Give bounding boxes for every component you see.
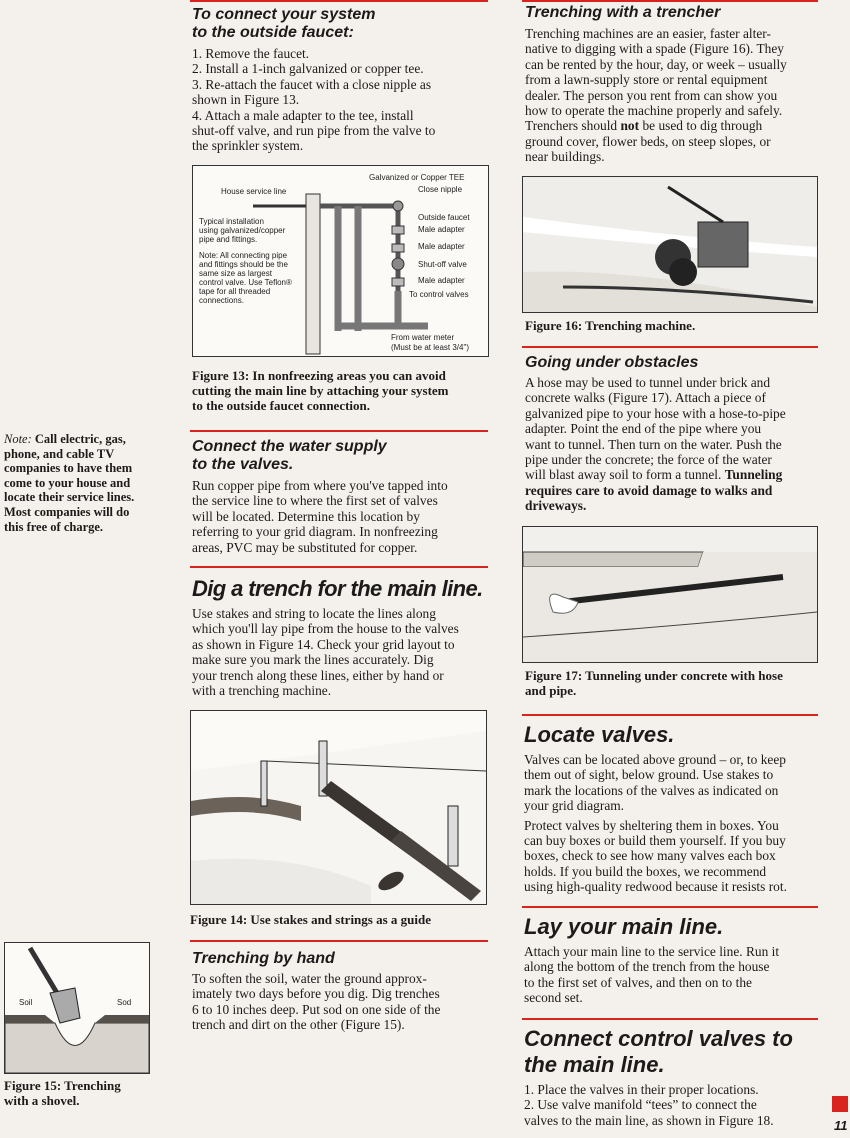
body-line: with a trenching machine.	[192, 683, 332, 699]
figure-14-caption: Figure 14: Use stakes and strings as a guide	[190, 912, 432, 927]
label-water-meter: From water meter	[391, 333, 455, 342]
caption-line: Figure 17: Tunneling under concrete with hose	[525, 668, 783, 683]
caption-line: cutting the main line by attaching your system	[192, 383, 449, 398]
paragraph	[524, 818, 829, 895]
rule-top-col1	[190, 0, 488, 2]
margin-note	[4, 432, 154, 534]
label-sod: Sod	[117, 998, 132, 1007]
note-line: Most companies will do	[4, 504, 130, 519]
body-line: concrete walks (Figure 17). Attach a piece of	[525, 390, 766, 406]
body-line-bold: driveways.	[525, 498, 587, 514]
note-line: companies to have them	[4, 461, 133, 476]
note-line: Call electric, gas,	[34, 432, 126, 446]
label-male-adapter: Male adapter	[418, 242, 465, 251]
note-line: this free of charge.	[4, 519, 104, 534]
body-line: mark the locations of the valves as indicated on	[524, 782, 779, 798]
figure-13-caption	[192, 368, 492, 413]
section-title: Trenching with a trencher	[525, 4, 721, 21]
step-line: the sprinkler system.	[192, 138, 304, 154]
section-title	[524, 1026, 829, 1078]
caption-line: Figure 15: Trenching	[4, 1078, 121, 1093]
step-line: shown in Figure 13.	[192, 92, 300, 108]
section-body	[524, 944, 829, 1006]
body-line: using high-quality redwood because it resists rot.	[524, 879, 787, 895]
body-line: boxes, check to see how many valves each box	[524, 848, 776, 864]
label-typical: pipe and fittings.	[199, 235, 258, 244]
body-line: as shown in Figure 14. Check your grid layout to	[192, 636, 455, 652]
rule-col1	[190, 940, 488, 942]
body-line: along the bottom of the trench from the house	[524, 959, 770, 975]
label-note: connections.	[199, 296, 244, 305]
label-water-meter: (Must be at least 3/4")	[391, 343, 469, 352]
body-line: areas, PVC may be substituted for copper.	[192, 539, 418, 555]
title-line-2: to the valves.	[192, 456, 294, 473]
body-line: A hose may be used to tunnel under brick and	[525, 375, 771, 390]
body-line: make sure you mark the lines accurately. Dig	[192, 652, 434, 668]
section-title: Locate valves.	[524, 722, 675, 747]
label-house-line: House service line	[221, 187, 287, 196]
body-line: ground cover, flower beds, on steep slopes, or	[525, 133, 771, 149]
section-title	[192, 6, 492, 42]
red-page-tab	[832, 1096, 848, 1112]
label-typical: Typical installation	[199, 217, 264, 226]
label-note: Note: All connecting pipe	[199, 251, 288, 260]
title-line-1: Connect the water supply	[192, 438, 387, 455]
body-line: Run copper pipe from where you've tapped into	[192, 478, 448, 493]
figure-15-caption	[4, 1078, 154, 1108]
label-note: tape for all threaded	[199, 287, 271, 296]
section-body	[524, 752, 829, 895]
caption-line: and pipe.	[525, 683, 577, 698]
body-line: galvanized pipe to your hose with a hose-to-pipe	[525, 405, 786, 421]
figure-13-diagram	[192, 165, 489, 357]
body-line: want to tunnel. Then turn on the water. Push the	[525, 436, 782, 452]
rule-col2	[522, 346, 818, 348]
tunneling-illustration	[523, 527, 817, 662]
caption-line: to the outside faucet connection.	[192, 398, 371, 413]
section-connect-faucet	[192, 6, 492, 154]
step-line: valves to the main line, as shown in Figure 18.	[524, 1112, 774, 1128]
caption-line: with a shovel.	[4, 1093, 80, 1108]
body-text: be used to dig through	[642, 118, 763, 134]
step-line: 4. Attach a male adapter to the tee, install	[192, 107, 414, 123]
section-title: Trenching by hand	[192, 950, 335, 967]
section-dig-trench	[192, 576, 497, 698]
faucet-connection-illustration	[193, 166, 488, 356]
body-line: which you'll lay pipe from the house to the valves	[192, 621, 459, 637]
label-soil: Soil	[19, 998, 33, 1007]
figure-16-illustration	[522, 176, 818, 313]
rule-col2	[522, 1018, 818, 1020]
step-line: 2. Use valve manifold “tees” to connect the	[524, 1097, 757, 1113]
section-water-supply	[192, 438, 492, 555]
section-title: Dig a trench for the main line.	[192, 576, 483, 601]
body-line: will be located. Determine this location by	[192, 508, 420, 524]
body-line: can be rented by the hour, day, or week – usually	[525, 56, 787, 72]
body-line: adapter. Point the end of the pipe where you	[525, 421, 762, 437]
body-line: Protect valves by sheltering them in boxes. You	[524, 817, 779, 833]
section-control-valves	[524, 1026, 829, 1128]
body-line: To soften the soil, water the ground approx-	[192, 971, 427, 986]
figure-16-caption: Figure 16: Trenching machine.	[525, 318, 696, 333]
body-line: can buy boxes or build them yourself. If you buy	[524, 833, 786, 849]
body-line: your grid diagram.	[524, 798, 625, 814]
body-line: how to operate the machine properly and safely.	[525, 103, 783, 119]
title-line-1: To connect your system	[192, 6, 376, 23]
steps-list	[192, 46, 492, 154]
section-title: Lay your main line.	[524, 914, 724, 939]
rule-col1	[190, 430, 488, 432]
emphasis-not: not	[620, 118, 640, 134]
body-line: imately two days before you dig. Dig trenches	[192, 986, 440, 1002]
figure-17-caption	[525, 668, 825, 698]
figure-17-illustration	[522, 526, 818, 663]
caption-line: Figure 13: In nonfreezing areas you can avoid	[192, 368, 446, 383]
title-line-2: to the outside faucet:	[192, 24, 354, 41]
rule-top-col2	[522, 0, 818, 2]
label-note: same size as largest	[199, 269, 272, 278]
section-obstacles	[525, 354, 825, 514]
step-line: 1. Remove the faucet.	[192, 46, 310, 61]
section-title	[192, 438, 492, 474]
emphasis-tunneling: Tunneling	[724, 467, 783, 483]
body-text: will blast away soil to form a tunnel.	[525, 467, 722, 483]
figure-14-illustration	[190, 710, 487, 905]
body-line: to the first set of valves, and then on to the	[524, 974, 752, 990]
section-main-line	[524, 914, 829, 1006]
body-line: referring to your grid diagram. In nonfreezing	[192, 524, 438, 540]
body-line: Valves can be located above ground – or, to keep	[524, 752, 786, 767]
section-body	[525, 26, 825, 165]
steps-list	[524, 1082, 829, 1128]
label-shutoff-valve: Shut-off valve	[418, 260, 467, 269]
body-line: near buildings.	[525, 149, 605, 165]
rule-col2	[522, 906, 818, 908]
step-line: 3. Re-attach the faucet with a close nipple as	[192, 76, 432, 92]
section-body	[525, 375, 825, 514]
paragraph	[524, 752, 829, 814]
label-typical: using galvanized/copper	[199, 226, 286, 235]
title-line-2: the main line.	[524, 1052, 665, 1077]
trenching-machine-illustration	[523, 177, 817, 312]
title-line-1: Connect control valves to	[524, 1026, 793, 1051]
body-text: Trenchers should	[525, 118, 618, 134]
body-line: them out of sight, below ground. Use stakes to	[524, 767, 774, 783]
figure-15-illustration	[4, 942, 150, 1074]
label-note: and fittings should be the	[199, 260, 288, 269]
label-male-adapter: Male adapter	[418, 276, 465, 285]
section-trencher	[525, 4, 825, 165]
body-line: Attach your main line to the service line. Run it	[524, 944, 780, 959]
step-line: 1. Place the valves in their proper locations.	[524, 1082, 759, 1097]
label-close-nipple: Close nipple	[418, 185, 463, 194]
section-body	[192, 971, 492, 1033]
body-line: second set.	[524, 990, 583, 1006]
body-line: dealer. The person you rent from can show you	[525, 87, 778, 103]
body-line-bold: requires care to avoid damage to walks and	[525, 482, 773, 498]
body-line: Use stakes and string to locate the lines along	[192, 606, 436, 621]
section-body	[192, 606, 497, 698]
body-line: from a lawn-supply store or rental equipment	[525, 72, 768, 88]
stakes-strings-illustration	[191, 711, 486, 904]
section-locate-valves	[524, 722, 829, 899]
body-line: holds. If you build the boxes, we recommend	[524, 863, 767, 879]
label-male-adapter: Male adapter	[418, 225, 465, 234]
body-line: native to digging with a spade (Figure 16). They	[525, 41, 784, 57]
note-line: phone, and cable TV	[4, 446, 115, 461]
body-line: pipe under the concrete; the force of the water	[525, 452, 772, 468]
rule-col1	[190, 566, 488, 568]
label-tee: Galvanized or Copper TEE	[369, 173, 465, 182]
section-body	[192, 478, 492, 555]
section-title: Going under obstacles	[525, 354, 699, 371]
step-line: shut-off valve, and run pipe from the valve to	[192, 123, 436, 139]
body-line: Trenching machines are an easier, faster alter-	[525, 26, 771, 41]
shovel-trench-illustration	[5, 943, 149, 1073]
body-line: your trench along these lines, either by hand or	[192, 667, 444, 683]
body-line: 6 to 10 inches deep. Put sod on one side of the	[192, 1001, 441, 1017]
page-number: 11	[834, 1118, 848, 1133]
note-line: come to your house and	[4, 475, 131, 490]
rule-col2	[522, 714, 818, 716]
note-line: locate their service lines.	[4, 490, 135, 505]
label-outside-faucet: Outside faucet	[418, 213, 470, 222]
label-note: control valve. Use Teflon®	[199, 278, 292, 287]
step-line: 2. Install a 1-inch galvanized or copper tee.	[192, 61, 424, 77]
section-trenching-hand	[192, 950, 492, 1033]
body-line: trench and dirt on the other (Figure 15).	[192, 1017, 405, 1033]
body-line: the service line to where the first set of valves	[192, 493, 438, 509]
note-label: Note:	[4, 432, 32, 446]
label-to-control-valves: To control valves	[409, 290, 469, 299]
